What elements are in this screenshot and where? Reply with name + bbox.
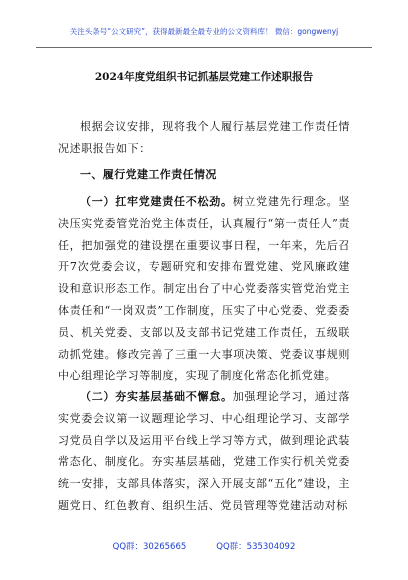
paragraph-2-body: 加强理论学习，通过落实党委会议第一议题理论学习、中心组理论学习、支部学习党员自学以及运用平台线上学习等方式，做到理论武装常态化、制度化。夯实基层基础，党建工作实行机关党委统一安排，支部具体落实，深入开展支部“五化”建设，主题党日、红色教育、组织生活、党员管理等党建活动对标 — [58, 390, 350, 512]
document-title: 2024年度党组织书记抓基层党建工作述职报告 — [94, 71, 314, 83]
paragraph-2 — [58, 386, 350, 517]
paragraph-2-lead: （二）夯实基层基础不懈怠。 — [80, 390, 233, 403]
paragraph-1-lead: （一）扛牢党建责任不松劲。 — [80, 195, 233, 208]
footer-qq-group-1: QQ群：30265665 — [112, 542, 187, 552]
footer-qq-group-2: QQ群：535304092 — [216, 542, 296, 552]
header-divider — [36, 47, 372, 48]
footer-contacts — [0, 540, 408, 552]
paragraph-1-body: 树立党建先行理念。坚决压实党委管党治党主体责任，认真履行“第一责任人”责任，把加强党的建设摆在重要议事日程，一年来，先后召开7次党委会议，专题研究和安排布置党建、党风廉政建设和意识形态工作。制定出台了中心党委落实管党治党主体责任和“一岗双责”工作制度，压实了中心党委、党委委员、机关党委、支部以及支部书记党建工作责任，五级联动抓党建。修改完善了三重一大事项决策、党委议事规则中心组理论学习等制度，实现了制度化常态化抓党建。 — [58, 195, 350, 383]
header-note: 关注头条号“公文研究”，获得最新最全最专业的公文资料库！ 微信：gongwenyj — [69, 27, 339, 36]
section-heading: 一、履行党建工作责任情况 — [80, 168, 217, 181]
paragraph-1 — [58, 191, 350, 387]
intro-paragraph: 根据会议安排，现将我个人履行基层党建工作责任情况述职报告如下： — [58, 120, 350, 155]
